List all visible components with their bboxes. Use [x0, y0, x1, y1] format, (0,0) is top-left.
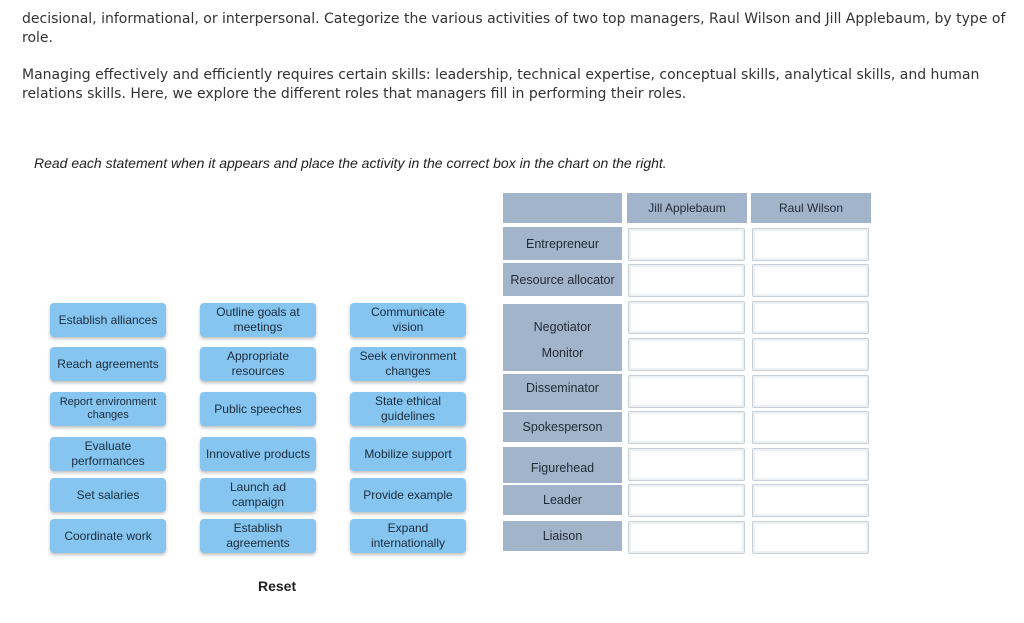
- role-label-liaison: Liaison: [503, 521, 622, 551]
- drop-cell-raul-figurehead[interactable]: [752, 448, 869, 481]
- activity-chip[interactable]: Communicate vision: [350, 303, 466, 337]
- activity-chip[interactable]: Report environment changes: [50, 392, 166, 426]
- drop-cell-jill-liaison[interactable]: [628, 521, 745, 554]
- drop-cell-jill-figurehead[interactable]: [628, 448, 745, 481]
- intro-paragraph-2: Managing effectively and efficiently requires certain skills: leadership, technical expertise, conceptual skills, analytical skills, and human relations skills. Here, we explore the different roles that managers fill in performing their roles.: [22, 67, 980, 102]
- activity-chip[interactable]: Outline goals at meetings: [200, 303, 316, 337]
- drop-cell-jill-negotiator[interactable]: [628, 301, 745, 334]
- activity-chip[interactable]: Coordinate work: [50, 519, 166, 553]
- role-label-entrepreneur: Entrepreneur: [503, 227, 622, 260]
- drop-cell-raul-liaison[interactable]: [752, 521, 869, 554]
- drop-cell-jill-resource-allocator[interactable]: [628, 264, 745, 297]
- activity-chip[interactable]: Establish agreements: [200, 519, 316, 553]
- drop-cell-raul-disseminator[interactable]: [752, 375, 869, 408]
- activity-chip[interactable]: Expand internationally: [350, 519, 466, 553]
- column-header-raul: Raul Wilson: [751, 193, 871, 223]
- activity-chip[interactable]: Reach agreements: [50, 347, 166, 381]
- role-label-leader: Leader: [503, 485, 622, 515]
- column-header-jill: Jill Applebaum: [627, 193, 747, 223]
- intro-paragraph-1: decisional, informational, or interpersonal. Categorize the various activities of two top managers, Raul Wilson and Jill Applebaum, by type of role.: [22, 11, 1006, 46]
- drop-cell-jill-leader[interactable]: [628, 484, 745, 517]
- activity-chip[interactable]: Set salaries: [50, 478, 166, 512]
- activity-chip[interactable]: Evaluate performances: [50, 437, 166, 471]
- activity-chip[interactable]: Launch ad campaign: [200, 478, 316, 512]
- activity-chip[interactable]: Innovative products: [200, 437, 316, 471]
- role-label-figurehead: Figurehead: [503, 447, 622, 483]
- role-label-monitor: Monitor: [503, 339, 622, 371]
- activity-chip[interactable]: State ethical guidelines: [350, 392, 466, 426]
- drop-cell-raul-resource-allocator[interactable]: [752, 264, 869, 297]
- activity-chip[interactable]: Public speeches: [200, 392, 316, 426]
- drop-cell-jill-spokesperson[interactable]: [628, 411, 745, 444]
- reset-button[interactable]: Reset: [258, 578, 297, 594]
- drop-cell-jill-entrepreneur[interactable]: [628, 228, 745, 261]
- role-label-negotiator: Negotiator: [503, 304, 622, 344]
- drop-cell-jill-disseminator[interactable]: [628, 375, 745, 408]
- drop-cell-jill-monitor[interactable]: [628, 338, 745, 371]
- activity-chip[interactable]: Establish alliances: [50, 303, 166, 337]
- drop-cell-raul-monitor[interactable]: [752, 338, 869, 371]
- role-label-disseminator: Disseminator: [503, 374, 622, 410]
- instruction-text: Read each statement when it appears and place the activity in the correct box in the chart on the right.: [34, 155, 667, 171]
- role-label-spokesperson: Spokesperson: [503, 412, 622, 442]
- drop-cell-raul-leader[interactable]: [752, 484, 869, 517]
- role-label-resource-allocator: Resource allocator: [503, 263, 622, 296]
- drop-cell-raul-spokesperson[interactable]: [752, 411, 869, 444]
- drop-cell-raul-negotiator[interactable]: [752, 301, 869, 334]
- activity-chip[interactable]: Provide example: [350, 478, 466, 512]
- activity-chip[interactable]: Mobilize support: [350, 437, 466, 471]
- activity-chip[interactable]: Appropriate resources: [200, 347, 316, 381]
- activity-chip[interactable]: Seek environment changes: [350, 347, 466, 381]
- drop-cell-raul-entrepreneur[interactable]: [752, 228, 869, 261]
- chart-header-corner: [503, 193, 622, 223]
